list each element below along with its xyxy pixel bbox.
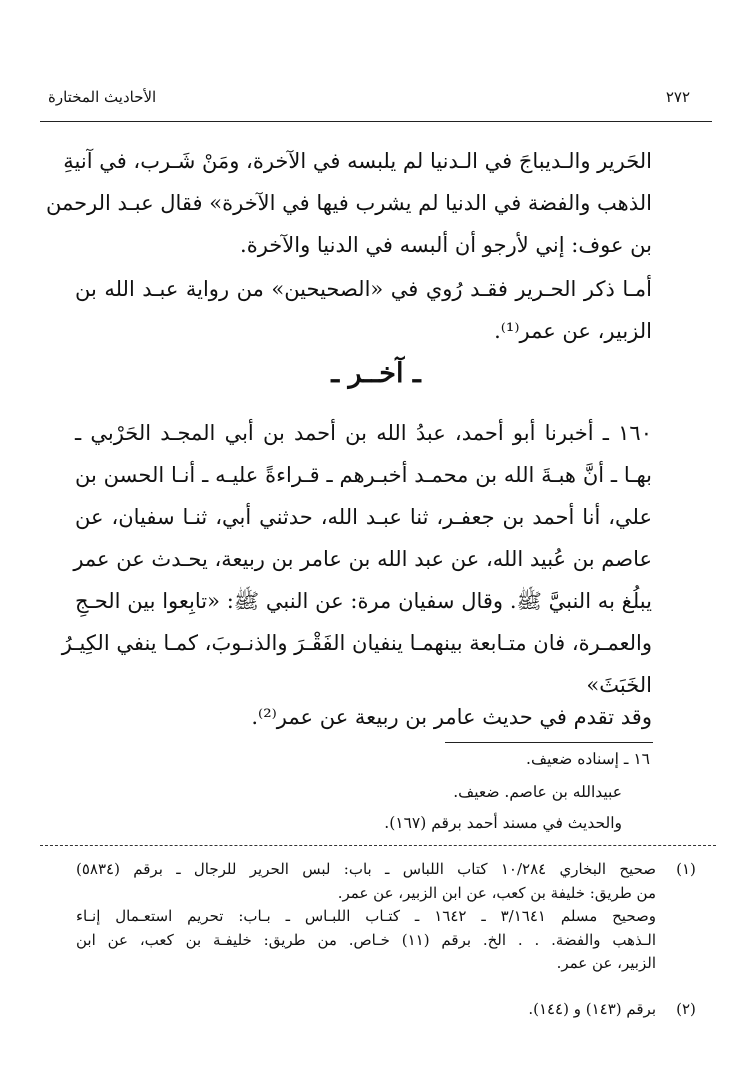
footnote-line: صحيح البخاري ١٠/٢٨٤ كتاب اللباس ـ باب: لبس الحرير للرجال ـ برقم (٥٨٣٤) — [76, 860, 656, 878]
note-line: عبيدالله بن عاصم. ضعيف. — [453, 783, 622, 801]
text-line: الزبير، عن عمر⁽¹⁾. — [494, 319, 652, 343]
footnote-1 — [76, 858, 696, 976]
paragraph-silk-note — [75, 268, 652, 352]
text-line: الذهب والفضة في الدنيا لم يشرب فيها في الآخرة» فقال عبـد الرحمن — [45, 191, 652, 215]
footnote-2 — [76, 998, 696, 1022]
note-line: والحديث في مسند أحمد برقم (١٦٧). — [384, 814, 622, 832]
footnote-line: الـذهب والفضة. . . الخ. برقم (١١) خـاص. من طريق: خليفـة بن كعب، عن ابن — [76, 930, 656, 949]
footnote-marker: (١) — [676, 860, 696, 878]
text-line: وقد تقدم في حديث عامر بن ربيعة عن عمر⁽²⁾. — [251, 705, 652, 729]
text-line: بن عوف: إني لأرجو أن ألبسه في الدنيا والآخرة. — [240, 233, 652, 257]
text-line: علي، أنا أحمد بن جعفـر، ثنا عبـد الله، حدثني أبي، ثنـا سفيان، عن — [75, 505, 652, 529]
running-header — [48, 82, 690, 112]
footnote-line: وصحيح مسلم ٣/١٦٤١ ـ ١٦٤٢ ـ كتـاب اللبـاس ـ بـاب: تحريم استعـمال إنـاء — [76, 907, 656, 925]
text-line: والعمـرة، فان متـابعة بينهمـا ينفيان الفَقْـرَ والذنـوبَ، كمـا ينفي الكِيـرُ — [61, 631, 652, 655]
footnote-line: برقم (١٤٣) و (١٤٤). — [528, 1000, 656, 1018]
header-rule — [40, 121, 712, 122]
section-heading: ـ آخــر ـ — [331, 358, 421, 389]
text-line: الخَبَثَ» — [586, 673, 652, 697]
text-line: ١٦٠ ـ أخبرنا أبو أحمد، عبدُ الله بن أحمد بن أبي المجـد الحَرْبي ـ — [75, 421, 652, 445]
footnote-divider — [40, 845, 716, 846]
text-line: عاصم بن عُبيد الله، عن عبد الله بن عامر بن ربيعة، يحـدث عن عمر — [73, 547, 652, 571]
paragraph-silk-hadith-end — [45, 140, 652, 266]
hadith-160 — [61, 412, 652, 706]
text-line: الحَرير والـديباجَ في الـدنيا لم يلبسه في الآخرة، ومَنْ شَـرب، في آنيةِ — [63, 149, 652, 173]
paragraph-cross-reference — [75, 696, 652, 738]
page-number: ٢٧٢ — [665, 88, 690, 106]
running-title: الأحاديث المختارة — [48, 88, 157, 106]
footnote-line: من طريق: خليفة بن كعب، عن ابن الزبير، عن عمر. — [337, 883, 656, 902]
notes-rule — [445, 742, 653, 743]
note-line: ١٦ ـ إسناده ضعيف. — [526, 750, 650, 768]
footnote-marker: (٢) — [676, 1000, 696, 1018]
text-line: يبلُغ به النبيَّ ﷺ. وقال سفيان مرة: عن النبي ﷺ: «تابِعوا بين الحـجِ — [75, 589, 652, 613]
text-line: أمـا ذكر الحـرير فقـد رُوي في «الصحيحين» من رواية عبـد الله بن — [75, 277, 652, 301]
footnote-line: الزبير، عن عمر. — [556, 954, 656, 972]
text-line: بهـا ـ أنَّ هبـةَ الله بن محمـد أخبـرهم ـ قـراءةً عليـه ـ أنـا الحسن بن — [75, 463, 652, 487]
